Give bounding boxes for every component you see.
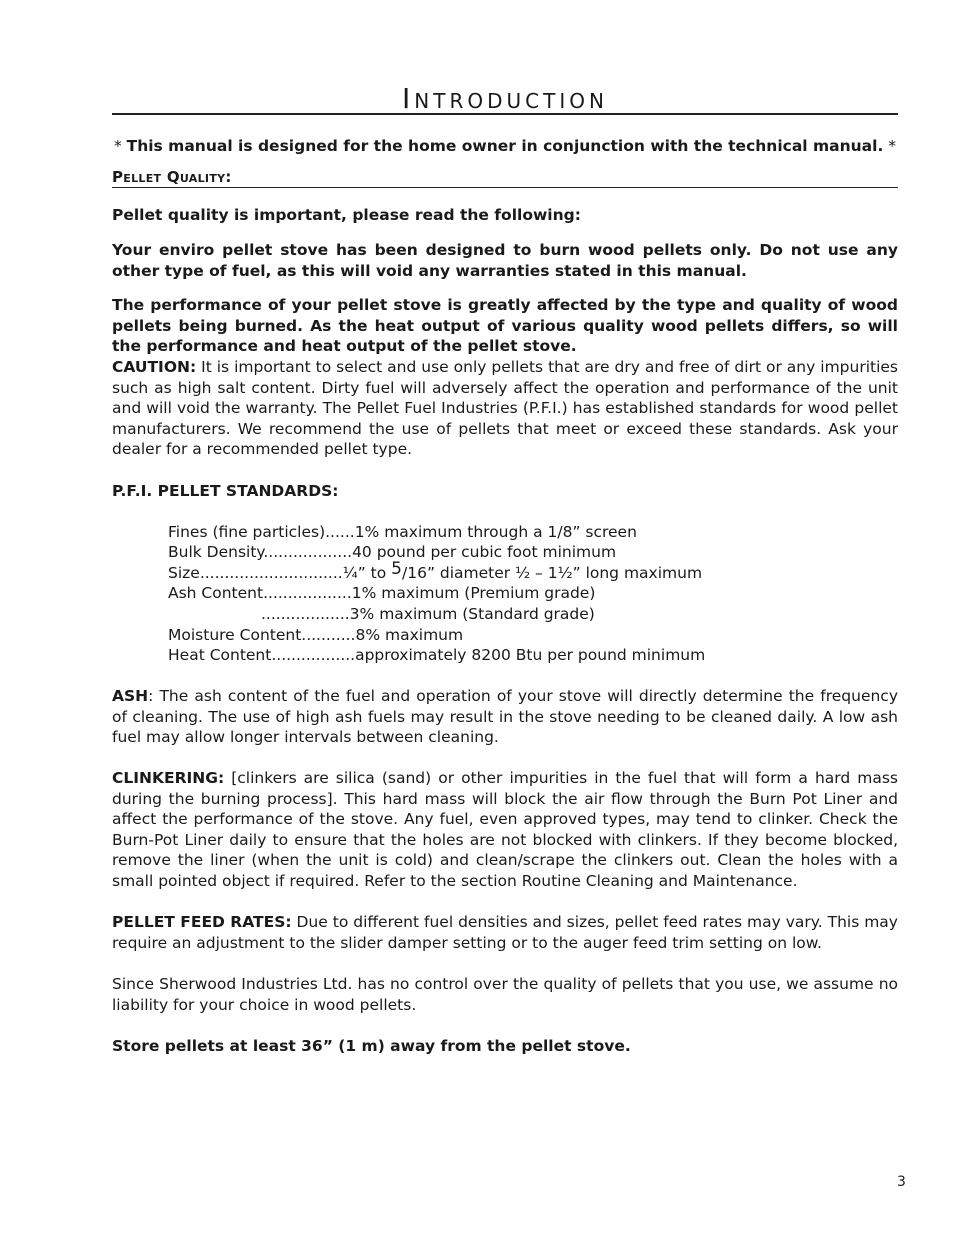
size-part-a: Size.............................¼” to xyxy=(168,564,392,582)
liability-paragraph: Since Sherwood Industries Ltd. has no control over the quality of pellets that you use, we assume no liability for your choice in wood pellets. xyxy=(112,975,898,1014)
caution-label: CAUTION: xyxy=(112,358,197,376)
ash-text: : The ash content of the fuel and operation of your stove will directly determine the frequency of cleaning. The use of high ash fuels may result in the stove needing to be cleaned daily. A low ash fuel may allow longer intervals between cleaning. xyxy=(112,687,898,747)
page-title: Introduction xyxy=(402,82,608,115)
clinkering-label: CLINKERING: xyxy=(112,769,225,787)
intro-paragraph-2: Your enviro pellet stove has been designed to burn wood pellets only. Do not use any other type of fuel, as this will void any warranties stated in this manual. xyxy=(112,241,898,280)
clinkering-paragraph xyxy=(112,768,898,892)
ash-label: ASH xyxy=(112,687,149,705)
section-heading-pellet-quality: Pellet Quality: xyxy=(112,168,232,186)
feed-rates-paragraph xyxy=(112,912,898,953)
standard-ash-standard: ..................3% maximum (Standard grade) xyxy=(261,605,595,623)
clinkering-text: [clinkers are silica (sand) or other impurities in the fuel that will form a hard mass during the burning process]. This hard mass will block the air flow through the Burn Pot Liner and affect the performance of the stove. Any fuel, even approved types, may tend to clinker. Check the Burn-Pot Liner daily to ensure that the holes are not blocked with clinkers. If they become blocked, remove the liner (when the unit is cold) and clean/scrape the clinkers out. Clean the holes with a small pointed object if required. Refer to the section Routine Cleaning and Maintenance. xyxy=(112,769,898,890)
standard-moisture: Moisture Content...........8% maximum xyxy=(168,626,464,644)
note-prefix: * xyxy=(113,137,127,155)
caution-text: It is important to select and use only pellets that are dry and free of dirt or any impurities such as high salt content. Dirty fuel will adversely affect the operation and performance of the unit and will void the warranty. The Pellet Fuel Industries (P.F.I.) has established standards for wood pellet manufacturers. We recommend the use of pellets that meet or exceed these standards. Ask your dealer for a recommended pellet type. xyxy=(112,358,898,459)
intro-paragraph-1: Pellet quality is important, please read the following: xyxy=(112,206,581,224)
note-text: This manual is designed for the home owner in conjunction with the technical manual. xyxy=(126,137,884,155)
size-fraction-numerator: 5 xyxy=(391,559,402,579)
intro-paragraph-3: The performance of your pellet stove is greatly affected by the type and quality of wood pellets being burned. As the heat output of various quality wood pellets differs, so will the performance and heat output of the pellet stove. xyxy=(112,296,898,356)
note-suffix: * xyxy=(883,137,897,155)
standard-fines: Fines (fine particles)......1% maximum through a 1/8” screen xyxy=(168,523,637,541)
feed-rates-label: PELLET FEED RATES: xyxy=(112,913,292,931)
standard-ash-premium: Ash Content..................1% maximum (Premium grade) xyxy=(168,584,596,602)
ash-paragraph xyxy=(112,686,898,748)
storage-warning: Store pellets at least 36” (1 m) away from the pellet stove. xyxy=(112,1037,631,1055)
manual-note xyxy=(112,137,898,155)
standard-bulk-density: Bulk Density..................40 pound per cubic foot minimum xyxy=(168,543,617,561)
standard-size xyxy=(168,559,703,584)
standard-heat-content: Heat Content.................approximately 8200 Btu per pound minimum xyxy=(168,646,706,664)
page-number: 3 xyxy=(897,1174,906,1190)
feed-rates-text: Due to different fuel densities and sizes, pellet feed rates may vary. This may require an adjustment to the slider damper setting or to the auger feed trim setting on low. xyxy=(112,913,898,952)
size-part-b: /16” diameter ½ – 1½” long maximum xyxy=(402,564,703,582)
section-divider xyxy=(112,187,898,188)
caution-paragraph xyxy=(112,357,898,460)
pfi-standards-heading: P.F.I. PELLET STANDARDS: xyxy=(112,482,339,500)
title-divider xyxy=(112,113,898,115)
